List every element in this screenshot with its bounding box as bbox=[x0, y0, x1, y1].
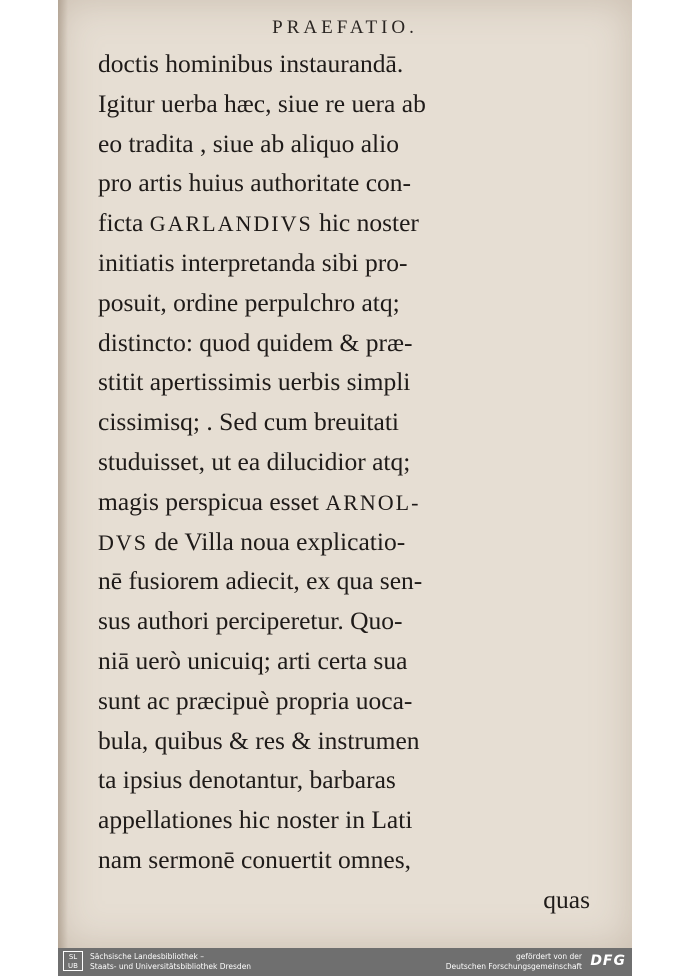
text-line bbox=[98, 362, 598, 402]
text-segment: nē fusiorem adiecit, ex qua sen- bbox=[98, 566, 423, 596]
text-segment: pro artis huius authoritate con- bbox=[98, 168, 411, 198]
text-line bbox=[98, 681, 598, 721]
text-line bbox=[98, 760, 598, 800]
running-head: PRAEFATIO. bbox=[272, 17, 418, 38]
text-segment: initiatis interpretanda sibi pro- bbox=[98, 247, 408, 277]
text-line bbox=[98, 283, 598, 323]
text-line bbox=[98, 243, 598, 283]
text-line bbox=[98, 442, 598, 482]
text-line bbox=[98, 402, 598, 442]
text-segment: stitit apertissimis uerbis simpli bbox=[98, 367, 411, 397]
library-name bbox=[90, 952, 251, 971]
text-line bbox=[98, 482, 598, 522]
text-segment: niā uerò unicuiq; arti certa sua bbox=[98, 645, 408, 675]
text-segment: eo tradita , siue ab aliquo alio bbox=[98, 128, 399, 158]
funding-credit bbox=[446, 952, 582, 971]
text-line bbox=[98, 163, 598, 203]
text-segment: bula, quibus & res & instrumen bbox=[98, 725, 420, 755]
dfg-logo: DFG bbox=[590, 953, 626, 969]
slub-logo-text: SL UB bbox=[68, 953, 78, 970]
text-line bbox=[98, 800, 598, 840]
text-segment: de Villa noua explicatio- bbox=[148, 526, 406, 556]
text-segment: doctis hominibus instaurandā. bbox=[98, 49, 404, 78]
library-line-2: Staats- und Universitätsbibliothek Dresden bbox=[90, 961, 252, 971]
text-segment: sunt ac præcipuè propria uoca- bbox=[98, 685, 413, 715]
text-segment: nam sermonē conuertit omnes, bbox=[98, 844, 411, 874]
funding-line-1: gefördert von der bbox=[516, 952, 582, 961]
text-line bbox=[98, 840, 598, 880]
catchword: quas bbox=[543, 884, 590, 914]
funding-line-2: Deutschen Forschungsgemeinschaft bbox=[445, 961, 582, 971]
footer-bar bbox=[58, 948, 632, 976]
text-segment: ta ipsius denotantur, barbaras bbox=[98, 765, 396, 795]
text-line bbox=[98, 641, 598, 681]
library-line-1: Sächsische Landesbibliothek – bbox=[90, 952, 204, 961]
text-segment: distincto: quod quidem & præ- bbox=[98, 327, 413, 357]
text-line bbox=[98, 721, 598, 761]
text-block bbox=[98, 44, 598, 920]
text-segment: magis perspicua esset bbox=[98, 486, 326, 516]
text-line bbox=[98, 124, 598, 164]
text-segment: studuisset, ut ea dilucidior atq; bbox=[98, 446, 411, 476]
slub-logo bbox=[63, 951, 83, 971]
text-segment: posuit, ordine perpulchro atq; bbox=[98, 287, 400, 317]
text-segment: Igitur uerba hæc, siue re uera ab bbox=[98, 88, 426, 118]
text-segment: ficta bbox=[98, 208, 150, 238]
text-line bbox=[98, 44, 598, 84]
book-page bbox=[58, 0, 632, 948]
text-segment: cissimisq; . Sed cum breuitati bbox=[98, 407, 400, 437]
text-segment: sus authori perciperetur. Quo- bbox=[98, 606, 403, 636]
name-smallcaps: ARNOL- bbox=[325, 489, 421, 515]
text-line bbox=[98, 203, 598, 243]
text-line bbox=[98, 561, 598, 601]
text-line bbox=[98, 522, 598, 562]
text-segment: hic noster bbox=[312, 208, 419, 238]
name-smallcaps: DVS bbox=[98, 529, 149, 555]
name-smallcaps: GARLANDIVS bbox=[149, 211, 313, 237]
text-segment: appellationes hic noster in Lati bbox=[98, 805, 413, 835]
text-line bbox=[98, 84, 598, 124]
text-line bbox=[98, 601, 598, 641]
text-line bbox=[98, 323, 598, 363]
